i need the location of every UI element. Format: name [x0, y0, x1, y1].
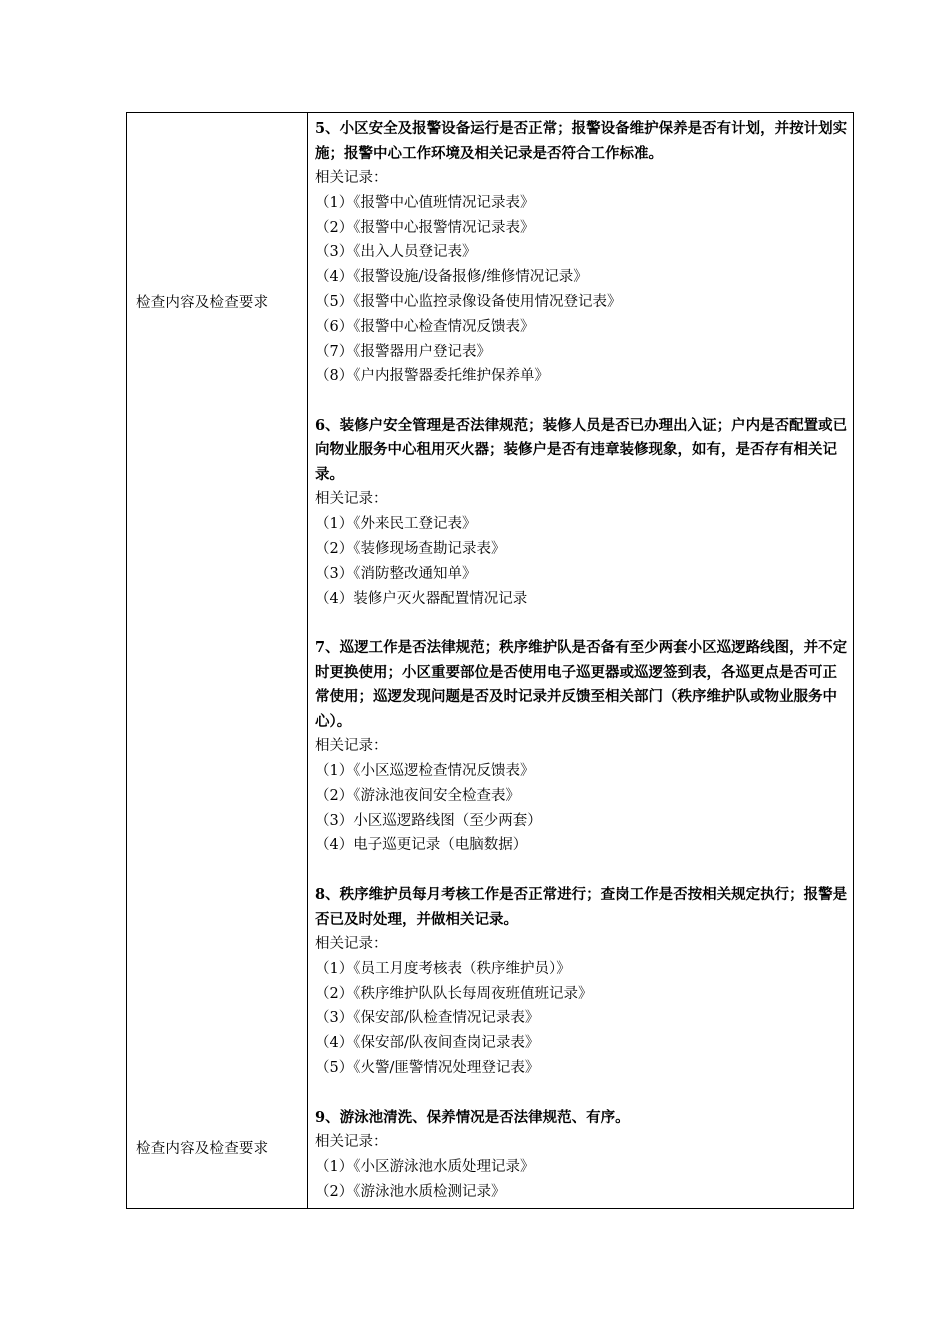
section-title: 8、秩序维护员每月考核工作是否正常进行；查岗工作是否按相关规定执行；报警是否已及时处理，并做相关记录。: [315, 886, 848, 928]
record-item: （6）《报警中心检查情况反馈表》: [315, 318, 535, 335]
section-title: 5、小区安全及报警设备运行是否正常；报警设备维护保养是否有计划，并按计划实施；报警中心工作环境及相关记录是否符合工作标准。: [315, 120, 848, 162]
record-item: （4）《保安部/队夜间查岗记录表》: [315, 1035, 540, 1052]
section-9: [315, 1106, 849, 1205]
section-8: [315, 883, 849, 1081]
record-item: （7）《报警器用户登记表》: [315, 343, 491, 360]
record-item: （1）《外来民工登记表》: [315, 516, 477, 533]
record-item: （5）《火警/匪警情况处理登记表》: [315, 1060, 540, 1077]
record-item: （4）装修户灭火器配置情况记录: [315, 590, 528, 607]
section-title: 9、游泳池清洗、保养情况是否法律规范、有序。: [315, 1108, 630, 1126]
record-item: （2）《游泳池夜间安全检查表》: [315, 787, 520, 804]
inspection-table: [126, 112, 854, 1209]
record-item: （4）《报警设施/设备报修/维修情况记录》: [315, 269, 588, 286]
records-label: 相关记录：: [315, 936, 388, 953]
record-item: （2）《游泳池水质检测记录》: [315, 1183, 506, 1200]
records-label: 相关记录：: [315, 1134, 388, 1151]
record-item: （1）《小区巡逻检查情况反馈表》: [315, 763, 535, 780]
row-label-upper: 检查内容及检查要求: [136, 295, 269, 311]
record-item: （3）《消防整改通知单》: [315, 565, 477, 582]
record-item: （1）《员工月度考核表（秩序维护员）》: [315, 960, 571, 977]
row-label-lower: 检查内容及检查要求: [136, 1141, 269, 1157]
section-6: [315, 414, 849, 611]
record-item: （8）《户内报警器委托维护保养单》: [315, 368, 549, 385]
record-item: （1）《报警中心值班情况记录表》: [315, 194, 535, 211]
record-item: （3）《出入人员登记表》: [315, 244, 477, 261]
section-5: [315, 117, 849, 389]
records-label: 相关记录：: [315, 491, 388, 508]
record-item: （5）《报警中心监控录像设备使用情况登记表》: [315, 293, 622, 310]
records-label: 相关记录：: [315, 738, 388, 755]
record-item: （3）《保安部/队检查情况记录表》: [315, 1010, 540, 1027]
content-column: [315, 117, 849, 1205]
record-item: （1）《小区游泳池水质处理记录》: [315, 1158, 535, 1175]
section-7: [315, 636, 849, 858]
record-item: （2）《报警中心报警情况记录表》: [315, 219, 535, 236]
record-item: （3）小区巡逻路线图（至少两套）: [315, 812, 542, 829]
record-item: （2）《装修现场查勘记录表》: [315, 541, 506, 558]
section-title: 6、装修户安全管理是否法律规范；装修人员是否已办理出入证；户内是否配置或已向物业服务中心租用灭火器；装修户是否有违章装修现象，如有，是否存有相关记录。: [315, 416, 848, 483]
record-item: （4）电子巡更记录（电脑数据）: [315, 837, 528, 854]
column-divider: [307, 113, 308, 1208]
section-title: 7、巡逻工作是否法律规范；秩序维护队是否备有至少两套小区巡逻路线图，并不定时更换使用；小区重要部位是否使用电子巡更器或巡逻签到表，各巡更点是否可正常使用；巡逻发现问题是否及时记录并反馈至相关部门（秩序维护队或物业服务中心）。: [315, 639, 848, 730]
record-item: （2）《秩序维护队队长每周夜班值班记录》: [315, 985, 593, 1002]
records-label: 相关记录：: [315, 170, 388, 186]
